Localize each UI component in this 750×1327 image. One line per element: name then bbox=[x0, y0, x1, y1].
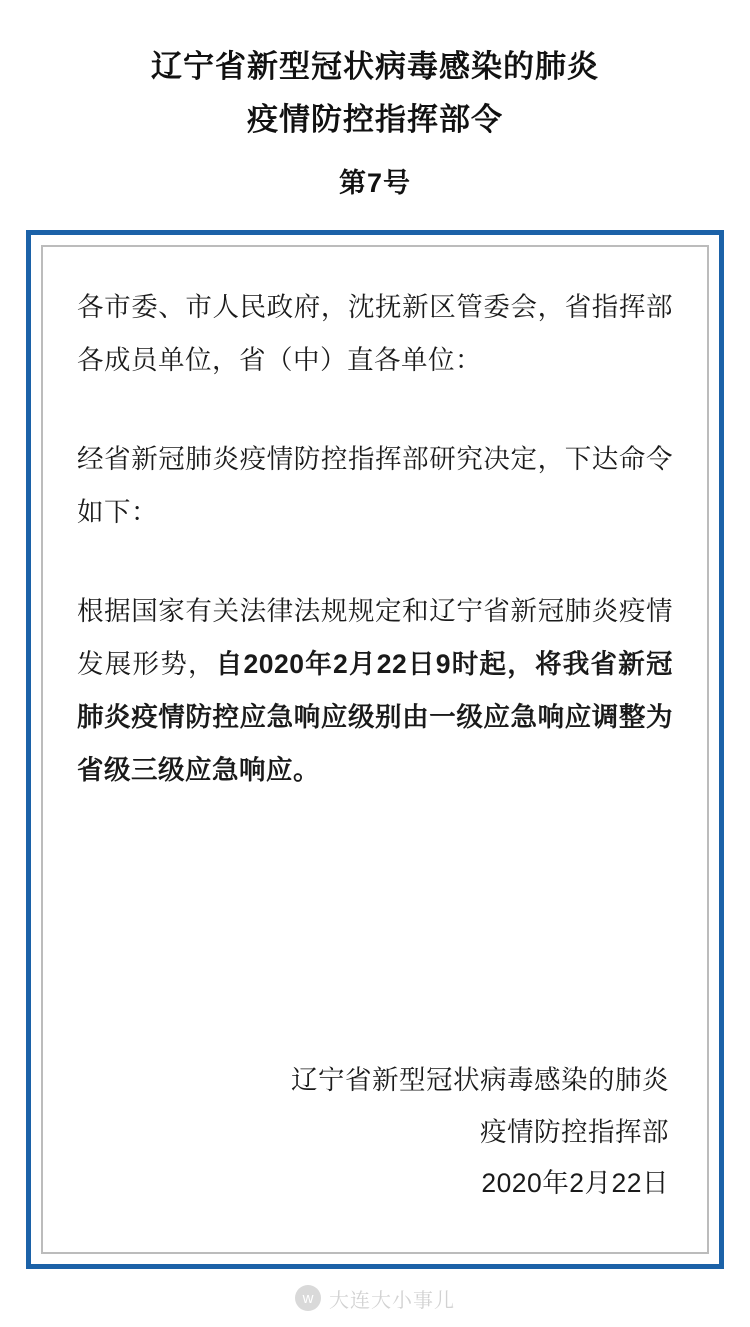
watermark-text: 大连大小事儿 bbox=[329, 1289, 455, 1312]
document-body bbox=[77, 281, 673, 837]
document-inner-frame bbox=[41, 245, 709, 1254]
document-title-line-1: 辽宁省新型冠状病毒感染的肺炎 bbox=[151, 49, 599, 84]
signature-line-1: 辽宁省新型冠状病毒感染的肺炎 bbox=[291, 1064, 669, 1095]
document-number: 第7号 bbox=[338, 167, 412, 198]
document-signature bbox=[77, 1055, 673, 1232]
signature-line-2: 疫情防控指挥部 bbox=[480, 1116, 669, 1147]
paragraph-decision: 经省新冠肺炎疫情防控指挥部研究决定，下达命令如下： bbox=[77, 443, 673, 527]
document-title-line-2: 疫情防控指挥部令 bbox=[247, 102, 503, 138]
document-outer-frame bbox=[26, 230, 724, 1269]
weibo-icon: w bbox=[295, 1285, 321, 1311]
paragraph-order bbox=[77, 585, 673, 797]
document-header bbox=[0, 0, 750, 200]
paragraph-order-intro: 根据国家有关法律法规规定和辽宁省新冠肺炎疫情发展形势， bbox=[77, 595, 673, 679]
paragraph-order-emphasis: 自2020年2月22日9时起，将我省新冠肺炎疫情防控应急响应级别由一级应急响应调整为省级三级应急响应。 bbox=[77, 648, 674, 785]
signature-date: 2020年2月22日 bbox=[481, 1168, 669, 1199]
watermark bbox=[0, 1269, 750, 1327]
paragraph-addressees: 各市委、市人民政府，沈抚新区管委会，省指挥部各成员单位，省（中）直各单位： bbox=[77, 291, 673, 375]
